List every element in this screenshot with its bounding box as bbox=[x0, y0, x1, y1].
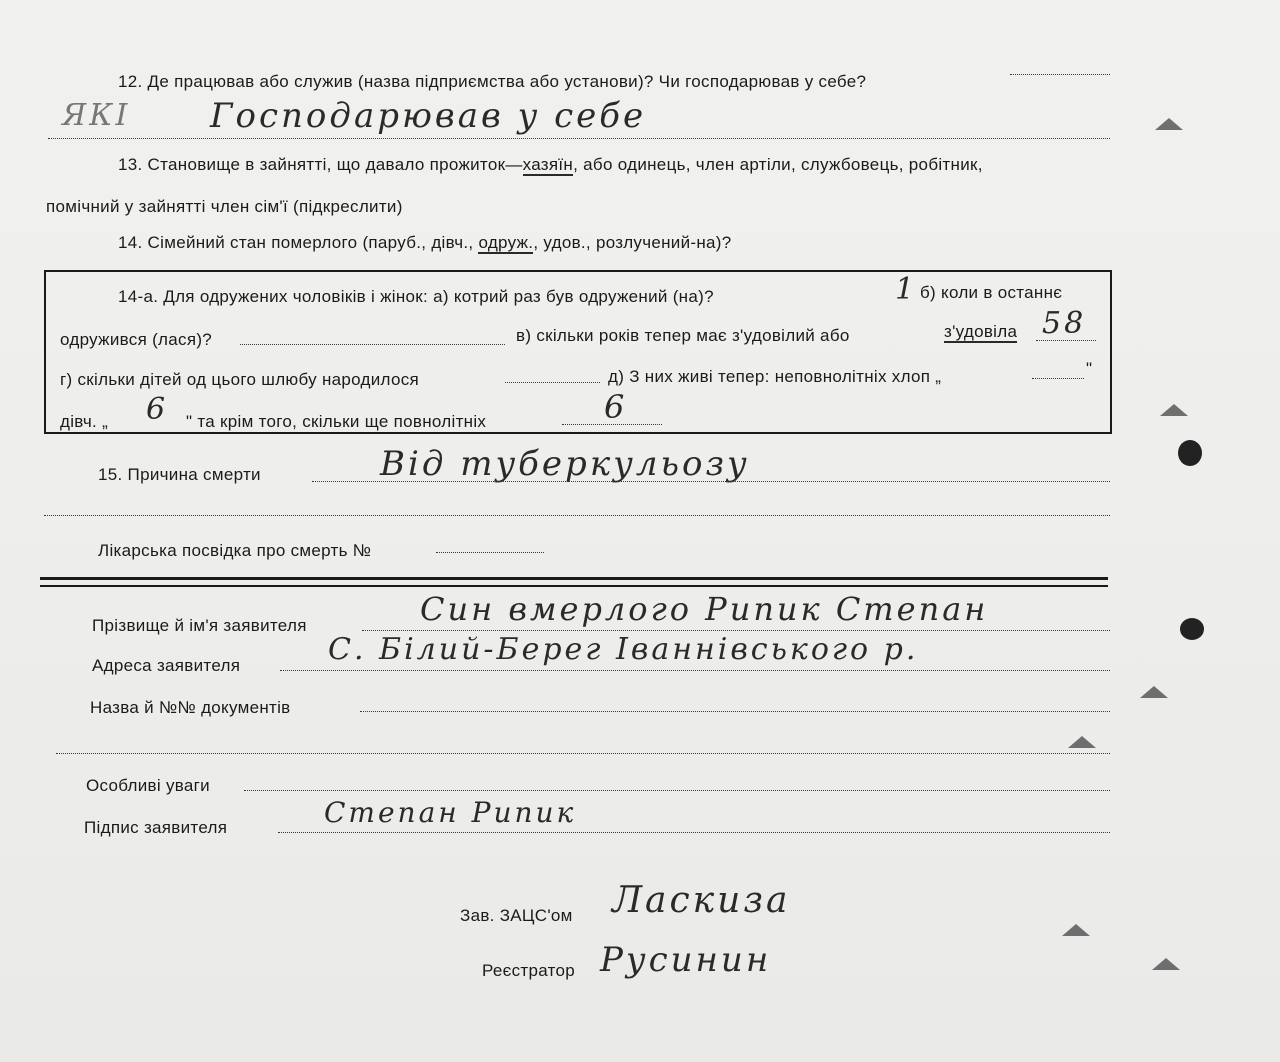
paper-hole bbox=[1178, 440, 1202, 466]
applicant-address-value: С. Білий-Берег Іваннівського р. bbox=[328, 632, 919, 667]
q14a-line3c: " bbox=[1086, 359, 1093, 378]
q14a-line3b: д) З них живі тепер: неповнолітніх хлоп „ bbox=[608, 367, 942, 386]
q14a-children-line bbox=[505, 382, 600, 383]
applicant-documents-line2 bbox=[56, 753, 1110, 754]
paper-damage-mark bbox=[1152, 958, 1180, 970]
paper-damage-mark bbox=[1155, 118, 1183, 130]
q12-dotted-line bbox=[1010, 74, 1110, 75]
applicant-name-line bbox=[362, 630, 1110, 631]
medical-certificate-label: Лікарська посвідка про смерть № bbox=[98, 541, 372, 560]
section-divider-thick bbox=[40, 577, 1108, 580]
applicant-address-label: Адреса заявителя bbox=[92, 656, 241, 675]
special-notes-line bbox=[244, 790, 1110, 791]
q14a-adults-value: 6 bbox=[604, 388, 628, 426]
paper-hole bbox=[1180, 618, 1204, 640]
q15-second-line bbox=[44, 515, 1110, 516]
q12-answer: Господарював у себе bbox=[210, 96, 647, 136]
applicant-signature-label: Підпис заявителя bbox=[84, 818, 228, 837]
q14a-years-value: 58 bbox=[1042, 306, 1087, 341]
q14a-times-married: 1 bbox=[895, 272, 918, 307]
q13-selected-option: хазяїн bbox=[522, 155, 574, 174]
applicant-signature-line bbox=[278, 832, 1110, 833]
q15-answer-line bbox=[312, 481, 1110, 482]
q13-options: , або одинець, член артіли, службовець, робітник, bbox=[573, 155, 983, 174]
q14a-married-when-line bbox=[240, 344, 505, 345]
q14a-line2b: в) скільки років тепер має з'удовілий або bbox=[516, 326, 850, 345]
q14a-widowed-option: з'удовіла bbox=[944, 322, 1018, 341]
q14a-years-line bbox=[1036, 340, 1096, 341]
registrar-signature: Русинин bbox=[600, 940, 772, 980]
q12-answer-line bbox=[48, 138, 1110, 139]
q14a-boys-line bbox=[1032, 378, 1084, 379]
q12-label: 12. Де працював або служив (назва підприємства або установи)? Чи господарював у себе? bbox=[118, 72, 867, 91]
applicant-name-value: Син вмерлого Рипик Степан bbox=[420, 590, 989, 628]
paper-damage-mark bbox=[1062, 924, 1090, 936]
q14a-line2a: одружився (лася)? bbox=[60, 330, 213, 349]
q14a-line4a: дівч. „ bbox=[60, 412, 109, 431]
q14-selected-option: одруж. bbox=[478, 233, 534, 252]
registrar-label: Реєстратор bbox=[482, 961, 576, 980]
paper-damage-mark bbox=[1140, 686, 1168, 698]
registry-head-signature: Ласкиза bbox=[612, 880, 791, 921]
paper-damage-mark bbox=[1160, 404, 1188, 416]
applicant-address-line bbox=[280, 670, 1110, 671]
q14a-line3a: г) скільки дітей од цього шлюбу народилося bbox=[60, 370, 420, 389]
q14-suffix: , удов., розлучений-на)? bbox=[533, 233, 732, 252]
q15-answer: Від туберкульозу bbox=[380, 444, 750, 484]
q14-prefix: 14. Сімейний стан померлого (паруб., дівч., bbox=[118, 233, 474, 252]
registry-head-label: Зав. ЗАЦС'ом bbox=[460, 906, 573, 925]
applicant-name-label: Прізвище й ім'я заявителя bbox=[92, 616, 307, 635]
section-divider-thin bbox=[40, 585, 1108, 587]
q14-label bbox=[118, 233, 732, 253]
q14a-girls-value: 6 bbox=[146, 392, 169, 427]
medical-certificate-line bbox=[436, 552, 544, 553]
applicant-documents-label: Назва й №№ документів bbox=[90, 698, 291, 717]
q12-margin-mark: ЯКІ bbox=[62, 98, 131, 133]
q13-prefix: 13. Становище в зайнятті, що давало прожиток— bbox=[118, 155, 523, 174]
q15-label: 15. Причина смерти bbox=[98, 465, 261, 484]
special-notes-label: Особливі уваги bbox=[86, 776, 210, 795]
q13-label-line2: помічний у зайнятті член сім'ї (підкреслити) bbox=[46, 197, 403, 216]
q14a-line1b: б) коли в останнє bbox=[920, 283, 1063, 302]
q14a-line1: 14-а. Для одружених чоловіків і жінок: а) котрий раз був одружений (на)? bbox=[118, 287, 714, 306]
paper-damage-mark bbox=[1068, 736, 1096, 748]
q13-label bbox=[118, 155, 983, 175]
applicant-documents-line bbox=[360, 711, 1110, 712]
q14a-adults-line bbox=[562, 424, 662, 425]
q14a-line4b: " та крім того, скільки ще повнолітніх bbox=[186, 412, 487, 431]
applicant-signature-value: Степан Рипик bbox=[324, 796, 577, 829]
